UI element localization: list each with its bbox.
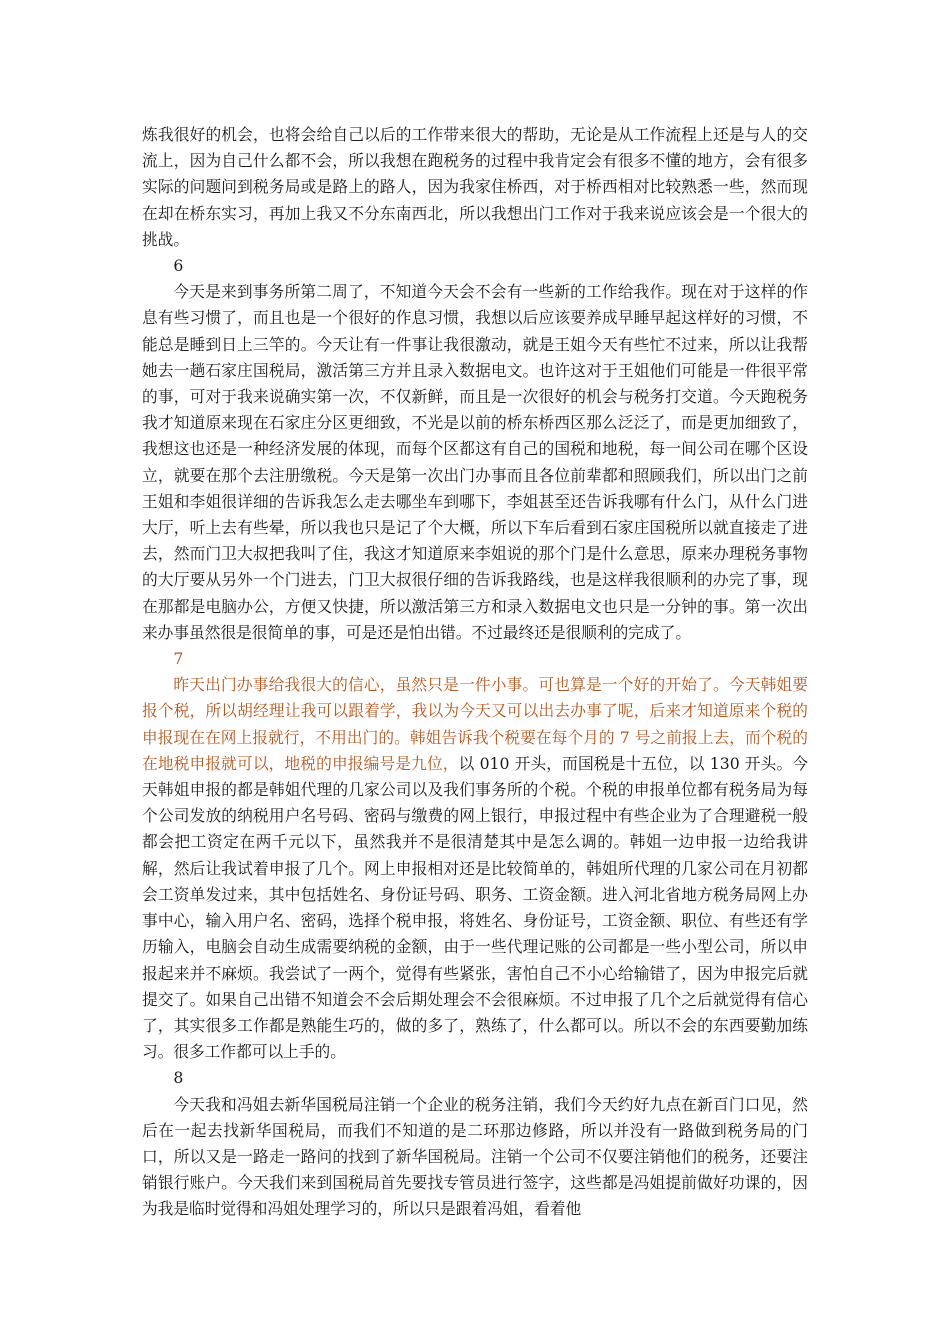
entry-number-8: 8	[173, 1068, 184, 1088]
paragraph-day-7-rest: 以 010 开头，而国税是十五位，以 130 开头。今天韩姐申报的都是韩姐代理的几家公司以及我们事务所的个税。个税的申报单位都有税务局为每个公司发放的纳税用户名号码、密码与缴费的网上银行，申报过程中有些企业为了合理避税一般都会把工资定在两千元以下，虽然我并不是很清楚其中是怎么调的。韩姐一边申报一边给我讲解，然后让我试着申报了几个。网上申报相对还是比较简单的，韩姐所代理的几家公司在月初都会工资单发过来，其中包括姓名、身份证号码、职务、工资金额。进入河北省地方税务局网上办事中心，输入用户名、密码，选择个税申报，将姓名、身份证号，工资金额、职位、有些还有学历输入，电脑会自动生成需要纳税的金额，由于一些代理记账的公司都是一些小型公司，所以申报起来并不麻烦。我尝试了一两个，觉得有些紧张，害怕自己不小心给输错了，因为申报完后就提交了。如果自己出错不知道会不会后期处理会不会很麻烦。不过申报了几个之后就觉得有信心了，其实很多工作都是熟能生巧的，做的多了，熟练了，什么都可以。所以不会的东西要勤加练习。很多工作都可以上手的。	[142, 753, 808, 1062]
paragraph-day-6: 今天是来到事务所第二周了，不知道今天会不会有一些新的工作给我作。现在对于这样的作息有些习惯了，而且也是一个很好的作息习惯，我想以后应该要养成早睡早起这样好的习惯，不能总是睡到日上三竿的。今天让有一件事让我很激动，就是王姐今天有些忙不过来，所以让我帮她去一趟石家庄国税局，激活第三方并且录入数据电文。也许这对于王姐他们可能是一件很平常的事，可对于我来说确实第一次，不仅新鲜，而且是一次很好的机会与税务打交道。今天跑税务我才知道原来现在石家庄分区更细致，不光是以前的桥东桥西区那么泛泛了，而是更加细致了，我想这也还是一种经济发展的体现，而每个区都这有自己的国税和地税，每一间公司在哪个区设立，就要在那个去注册缴税。今天是第一次出门办事而且各位前辈都和照顾我们，所以出门之前王姐和李姐很详细的告诉我怎么走去哪坐车到哪下，李姐甚至还告诉我哪有什么门，从什么门进大厅，听上去有些晕，所以我也只是记了个大概，所以下车后看到石家庄国税所以就直接走了进去，然而门卫大叔把我叫了住，我这才知道原来李姐说的那个门是什么意思，原来办理税务事物的大厅要从另外一个门进去，门卫大叔很仔细的告诉我路线，也是这样我很顺利的办完了事，现在那都是电脑办公，方便又快捷，所以激活第三方和录入数据电文也只是一分钟的事。第一次出来办事虽然很是很简单的事，可是还是怕出错。不过最终还是很顺利的完成了。	[142, 282, 808, 642]
entry-number-6: 6	[173, 256, 184, 276]
entry-number-7: 7	[173, 649, 184, 669]
paragraph-intro: 炼我很好的机会，也将会给自己以后的工作带来很大的帮助，无论是从工作流程上还是与人的交流上，因为自己什么都不会，所以我想在跑税务的过程中我肯定会有很多不懂的地方，会有很多实际的问题问到税务局或是路上的路人，因为我家住桥西，对于桥西相对比较熟悉一些，然而现在却在桥东实习，再加上我又不分东南西北，所以我想出门工作对于我来说应该会是一个很大的挑战。	[142, 125, 808, 249]
document-body	[142, 122, 808, 1223]
paragraph-day-8: 今天我和冯姐去新华国税局注销一个企业的税务注销，我们今天约好九点在新百门口见，然后在一起去找新华国税局，而我们不知道的是二环那边修路，所以并没有一路做到税务局的门口，所以又是一路走一路问的找到了新华国税局。注销一个公司不仅要注销他们的税务，还要注销银行账户。今天我们来到国税局首先要找专管员进行签字，这些都是冯姐提前做好功课的，因为我是临时觉得和冯姐处理学习的，所以只是跟着冯姐，看着他	[142, 1094, 808, 1219]
paragraph-day-7	[142, 672, 808, 1065]
highlighted-text: 昨天出门办事给我很大的信心，虽然只是一件小事。可也算是一个好的开始了。今天韩姐要报个税，所以胡经理让我可以跟着学，我以为今天又可以出去办事了呢，后来才知道原来个税的申报现在在网上报就行，不用出门的。韩姐告诉我个税要在每个月的 7 号之前报上去，而个税的在地税申报就可以，地税的申报编号是九位，	[142, 675, 808, 773]
